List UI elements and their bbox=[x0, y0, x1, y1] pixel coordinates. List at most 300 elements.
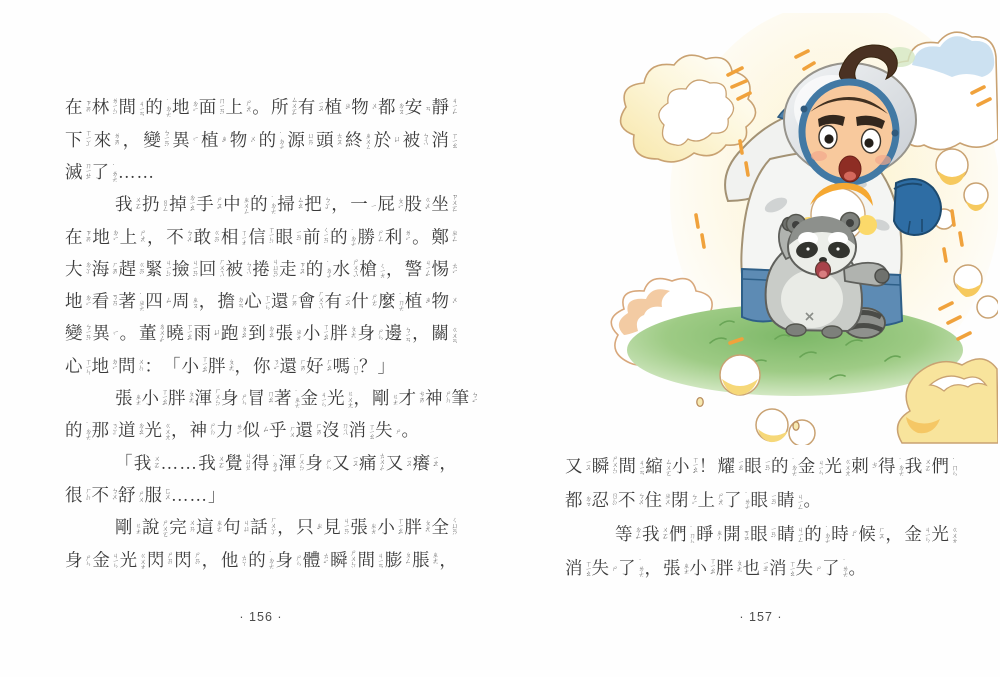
zhuyin-annotation: ㄒㄧㄣ bbox=[83, 358, 91, 375]
zhuyin-annotation: ˙ㄉㄜ bbox=[348, 228, 356, 247]
zhuyin-annotation: ㄘㄞˊ bbox=[417, 390, 424, 408]
zhuyin-annotation: ㄅㄧˋ bbox=[689, 492, 697, 509]
zhuyin-annotation: ㄋㄧˇ bbox=[271, 358, 279, 375]
text-line bbox=[65, 221, 457, 253]
zhuyin-annotation: ㄧㄡˇ bbox=[343, 293, 350, 311]
zhuyin-annotation: ㄗㄨㄛˋ bbox=[449, 193, 457, 217]
ruby-character: 趕 ㄍㄢˇ bbox=[118, 258, 144, 279]
ruby-character: 光 ㄍㄨㄤ bbox=[931, 523, 957, 544]
zhuyin-annotation: ㄢ bbox=[423, 105, 431, 112]
zhuyin-annotation: ㄓㄤˋ bbox=[430, 551, 438, 570]
zhuyin-annotation: ㄏㄨㄣˊ bbox=[297, 451, 305, 476]
ruby-character: 物 ㄨˋ bbox=[351, 97, 377, 118]
ruby-character: 身 ㄕㄣ bbox=[275, 549, 301, 570]
ruby-character: 雨 ㄩˇ bbox=[193, 323, 220, 344]
punctuation: ， bbox=[201, 549, 220, 570]
punctuation: 。 bbox=[412, 226, 430, 247]
ruby-character: 把 ㄅㄚˇ bbox=[304, 194, 330, 215]
ruby-character: 等 ㄉㄥˇ bbox=[615, 523, 641, 544]
ruby-character: 扔 ㄖㄥ bbox=[142, 194, 168, 215]
zhuyin-annotation: ㄐㄩㄢˇ bbox=[270, 257, 278, 282]
punctuation: … bbox=[136, 161, 154, 182]
zhuyin-annotation: ㄏㄨㄟˋ bbox=[316, 290, 324, 314]
ruby-character: 有 ㄧㄡˇ bbox=[297, 97, 324, 118]
zhuyin-annotation: ㄧㄢˇ bbox=[762, 458, 770, 476]
ruby-character: 水 ㄕㄨㄟˇ bbox=[332, 257, 358, 282]
zhuyin-annotation: ㄨㄛˇ bbox=[923, 458, 931, 476]
zhuyin-annotation: ㄕㄣˊ bbox=[208, 422, 215, 440]
zhuyin-annotation: ㄆㄤˋ bbox=[226, 357, 234, 376]
zhuyin-annotation: ㄇㄧㄝˋ bbox=[83, 161, 91, 184]
ruby-character: 張 ㄓㄤ bbox=[350, 517, 376, 538]
ruby-character: 都 ㄉㄡ bbox=[378, 97, 404, 118]
zhuyin-annotation: ˙ㄌㄜ bbox=[636, 559, 644, 578]
text-line bbox=[65, 544, 457, 576]
text-line bbox=[65, 253, 457, 285]
ruby-character: 也 ㄧㄝˇ bbox=[742, 557, 768, 578]
ruby-character: 物 ㄨˋ bbox=[431, 291, 457, 312]
ruby-character: 有 ㄧㄡˇ bbox=[324, 291, 350, 312]
zhuyin-annotation: ˙ㄇㄚ bbox=[351, 357, 358, 376]
zhuyin-annotation: ㄓˊ bbox=[343, 102, 350, 115]
zhuyin-annotation: ㄐㄧㄣ bbox=[319, 390, 326, 407]
zhuyin-annotation: ㄗㄞˋ bbox=[83, 99, 91, 117]
zhuyin-annotation: ㄒㄧㄣ bbox=[262, 293, 270, 310]
zhuyin-annotation: ㄕㄣ bbox=[83, 554, 91, 567]
ruby-character: 冒 ㄇㄠˋ bbox=[247, 388, 273, 409]
raccoon-foot-left bbox=[786, 324, 806, 336]
zhuyin-annotation: ㄕ bbox=[393, 428, 401, 435]
zhuyin-annotation: ㄐㄩㄝˊ bbox=[243, 451, 251, 476]
ruby-character: 眼 ㄧㄢˇ bbox=[744, 456, 770, 477]
ruby-character: 的 ˙ㄉㄜ bbox=[804, 523, 830, 544]
zhuyin-annotation: ㄑㄩㄢˊ bbox=[449, 516, 457, 540]
ruby-character: 擔 ㄉㄢ bbox=[217, 291, 243, 312]
ruby-character: 服 ㄈㄨˊ bbox=[144, 484, 170, 505]
ruby-character: 瞬 ㄕㄨㄣˋ bbox=[591, 455, 618, 479]
zhuyin-annotation: ˙ㄉㄜ bbox=[789, 458, 797, 476]
zhuyin-annotation: ㄩˊ bbox=[392, 134, 400, 147]
zhuyin-annotation: ˙ㄉㄜ bbox=[324, 260, 332, 279]
zhuyin-annotation: ㄓㄤ bbox=[368, 522, 376, 534]
zhuyin-annotation: ㄓㄨㄥ bbox=[363, 131, 371, 150]
zhuyin-annotation: ㄇㄧㄢˋ bbox=[217, 97, 225, 120]
zhuyin-annotation: ㄊㄨㄥˋ bbox=[377, 451, 385, 476]
zhuyin-annotation: ㄓˇ bbox=[314, 522, 322, 534]
zhuyin-annotation: ㄧㄤˇ bbox=[431, 455, 439, 472]
ruby-character: 了 ˙ㄌㄜ bbox=[91, 161, 117, 182]
zhuyin-annotation: ㄐㄧㄣˇ bbox=[163, 258, 171, 281]
zhuyin-annotation: ㄒㄧㄠ bbox=[583, 560, 591, 577]
zhuyin-annotation: ㄊㄡˊ bbox=[334, 131, 342, 150]
zhuyin-annotation: ˙ㄉㄜ bbox=[266, 551, 274, 570]
zhuyin-annotation: ㄧㄝˇ bbox=[761, 560, 768, 577]
punctuation: ， bbox=[353, 388, 371, 409]
ruby-character: 很 ㄏㄣˇ bbox=[65, 484, 91, 505]
zhuyin-annotation: ˙ㄌㄜ bbox=[840, 559, 848, 578]
ruby-character: 手 ㄕㄡˇ bbox=[196, 194, 222, 215]
ruby-character: 了 ˙ㄌㄜ bbox=[822, 557, 848, 578]
zhuyin-annotation: ㄉㄧˋ bbox=[110, 358, 117, 375]
ruby-character: 源 ㄩㄢˊ bbox=[287, 129, 313, 150]
ruby-character: 所 ㄙㄨㄛˇ bbox=[271, 96, 297, 120]
ruby-character: 跑 ㄆㄠˇ bbox=[220, 323, 247, 344]
ruby-character: 什 ㄕㄜˊ bbox=[351, 291, 377, 312]
ruby-character: 會 ㄏㄨㄟˋ bbox=[297, 290, 324, 314]
zhuyin-annotation: ㄏㄨㄟˊ bbox=[217, 257, 225, 282]
zhuyin-annotation: ㄒㄧㄠˇ bbox=[321, 323, 329, 346]
ruby-character: 道 ㄉㄠˋ bbox=[118, 420, 144, 441]
ruby-character: 上 ㄕㄤˋ bbox=[697, 489, 723, 510]
punctuation: ， bbox=[644, 557, 662, 578]
zhuyin-annotation: ㄆㄤˋ bbox=[186, 390, 194, 408]
ruby-character: 坐 ㄗㄨㄛˋ bbox=[431, 193, 457, 217]
ruby-character: 掉 ㄉㄧㄠˋ bbox=[169, 194, 195, 217]
ruby-character: 到 ㄉㄠˋ bbox=[248, 323, 274, 344]
zhuyin-annotation: ㄧˋ bbox=[110, 328, 118, 340]
text-line bbox=[565, 551, 957, 585]
zhuyin-annotation: ㄍㄢˇ bbox=[137, 260, 144, 279]
zhuyin-annotation: ㄏㄡˋ bbox=[876, 525, 884, 544]
ruby-character: 前 ㄑㄧㄢˊ bbox=[302, 226, 329, 249]
text-line bbox=[65, 157, 457, 189]
zhuyin-annotation: ㄕㄨㄣˋ bbox=[610, 455, 618, 479]
ruby-character: 邊 ㄅㄧㄢ bbox=[384, 323, 411, 344]
zhuyin-annotation: ㄉㄧˋ bbox=[83, 293, 91, 311]
ruby-character: 體 ㄊㄧˇ bbox=[302, 549, 329, 570]
zhuyin-annotation: ㄎㄞ bbox=[741, 528, 749, 541]
ruby-character: 小 ㄒㄧㄠˇ bbox=[377, 516, 403, 540]
zhuyin-annotation: ㄍㄨㄤ bbox=[843, 458, 850, 476]
ruby-character: 張 ㄓㄤ bbox=[663, 557, 689, 578]
text-line bbox=[65, 383, 477, 415]
zhuyin-annotation: ㄨㄛˇ bbox=[216, 454, 224, 473]
ruby-character: 植 ㄓˊ bbox=[404, 291, 431, 312]
zhuyin-annotation: ㄨㄛˇ bbox=[133, 196, 141, 214]
zhuyin-annotation: ㄐㄧㄢˇ bbox=[190, 258, 198, 281]
ruby-character: 消 ㄒㄧㄠ bbox=[565, 557, 591, 578]
punctuation: 。 bbox=[252, 97, 270, 118]
zhuyin-annotation: ㄓㄡ bbox=[190, 296, 198, 308]
zhuyin-annotation: ㄧ bbox=[368, 202, 376, 208]
ruby-character: 瞬 ㄕㄨㄣˋ bbox=[330, 548, 356, 572]
ruby-character: 眼 ㄧㄢˇ bbox=[275, 226, 301, 247]
text-line bbox=[65, 350, 457, 382]
ruby-character: 的 ˙ㄉㄜ bbox=[145, 97, 171, 118]
punctuation: ， bbox=[198, 291, 217, 312]
ruby-character: 剛 ㄍㄤ bbox=[115, 517, 141, 538]
zhuyin-annotation: ㄙㄨㄛ bbox=[663, 458, 671, 476]
zhuyin-annotation: ㄈㄨˊ bbox=[163, 486, 170, 505]
zhuyin-annotation: ㄧㄡˋ bbox=[350, 455, 358, 472]
ruby-character: 滅 ㄇㄧㄝˋ bbox=[65, 161, 91, 184]
ruby-character: 張 ㄓㄤ bbox=[115, 388, 141, 409]
zhuyin-annotation: ㄩㄢˊ bbox=[305, 131, 313, 150]
zhuyin-annotation: ㄕㄢˇ bbox=[192, 551, 200, 570]
ruby-character: 在 ㄗㄞˋ bbox=[65, 97, 91, 118]
zhuyin-annotation: ㄏㄨ bbox=[287, 425, 295, 437]
ruby-character: 植 ㄓˊ bbox=[324, 97, 350, 118]
ruby-character: 筆 ㄅㄧˇ bbox=[451, 388, 477, 409]
ruby-character: 話 ㄏㄨㄚˋ bbox=[250, 516, 276, 540]
ruby-character: 地 ㄉㄧˋ bbox=[91, 355, 117, 376]
ruby-character: 利 ㄌㄧˋ bbox=[384, 226, 411, 247]
zhuyin-annotation: ㄙㄨㄛˇ bbox=[289, 96, 297, 120]
zhuyin-annotation: ㄑㄧㄢˊ bbox=[321, 226, 329, 249]
zhuyin-annotation: ㄐㄧㄥˇ bbox=[423, 258, 431, 281]
ruby-character: 痛 ㄊㄨㄥˋ bbox=[358, 451, 385, 476]
punctuation: ！ bbox=[698, 456, 717, 477]
ruby-character: 掃 ㄙㄠˋ bbox=[277, 194, 303, 215]
ruby-character: 著 ˙ㄓㄜ bbox=[118, 291, 144, 312]
zhuyin-annotation: ㄏㄠˇ bbox=[324, 357, 332, 376]
ruby-character: 不 ㄅㄨˋ bbox=[618, 489, 644, 510]
ruby-character: 我 ㄨㄛˇ bbox=[904, 456, 931, 477]
zhuyin-annotation: ㄍㄨㄢ bbox=[449, 325, 457, 343]
zhuyin-annotation: ㄕㄜˊ bbox=[369, 293, 377, 311]
zhuyin-annotation: ㄨˋ bbox=[369, 102, 377, 115]
text-line bbox=[65, 480, 457, 512]
zhuyin-annotation: ㄅㄨˋ bbox=[110, 486, 117, 505]
punctuation: ， bbox=[146, 226, 165, 247]
ruby-character: 了 ˙ㄌㄜ bbox=[724, 489, 750, 510]
punctuation: 。 bbox=[803, 489, 821, 510]
ruby-character: 都 ㄉㄡ bbox=[565, 489, 591, 510]
ruby-character: 變 ㄅㄧㄢˋ bbox=[65, 323, 91, 346]
ruby-character: 被 ㄅㄟˋ bbox=[402, 129, 429, 150]
ruby-character: 地 ㄉㄧˋ bbox=[172, 97, 198, 118]
punctuation: 「 bbox=[163, 355, 181, 376]
ruby-character: 光 ㄍㄨㄤ bbox=[144, 420, 170, 441]
ruby-character: 四 ㄙˋ bbox=[145, 291, 171, 312]
zhuyin-annotation: ㄕㄨㄣˋ bbox=[348, 548, 356, 572]
punctuation: … bbox=[171, 484, 189, 505]
text-line bbox=[65, 92, 457, 124]
zhuyin-annotation: ㄅㄨˋ bbox=[184, 228, 192, 247]
zhuyin-annotation: ㄐㄩˋ bbox=[241, 519, 249, 537]
zhuyin-annotation: ㄧㄡˋ bbox=[583, 458, 591, 476]
ruby-character: 胖 ㄆㄤˋ bbox=[168, 388, 194, 409]
ruby-character: 閃 ㄕㄢˇ bbox=[174, 549, 200, 570]
zhuyin-annotation: ㄕㄥˋ bbox=[375, 228, 383, 247]
ruby-character: 神 ㄕㄣˊ bbox=[189, 420, 215, 441]
zhuyin-annotation: ㄎㄢˋ bbox=[110, 293, 118, 311]
zhuyin-annotation: ㄓˊ bbox=[423, 296, 431, 308]
ruby-character: 董 ㄉㄨㄥˇ bbox=[138, 322, 165, 346]
punctuation: ， bbox=[122, 129, 141, 150]
text-line bbox=[65, 124, 457, 156]
text-line bbox=[65, 447, 457, 479]
ruby-character: 面 ㄇㄧㄢˋ bbox=[198, 97, 225, 120]
zhuyin-annotation: ㄐㄧㄢ bbox=[637, 458, 644, 475]
zhuyin-annotation: ㄒㄧㄠˇ bbox=[395, 516, 403, 540]
zhuyin-annotation: ㄅㄟˋ bbox=[421, 131, 429, 150]
ruby-character: 神 ㄕㄣˊ bbox=[425, 388, 451, 409]
zhuyin-annotation: ㄨㄢˊ bbox=[187, 519, 195, 537]
zhuyin-annotation: ㄨˋ bbox=[450, 296, 457, 308]
punctuation: 」 bbox=[208, 484, 226, 505]
ruby-character: 小 ㄒㄧㄠˇ bbox=[181, 355, 207, 378]
ruby-character: 他 ㄊㄚ bbox=[220, 549, 247, 570]
text-line bbox=[565, 484, 957, 518]
ruby-character: 不 ㄅㄨˋ bbox=[91, 484, 117, 505]
ruby-character: 的 ˙ㄉㄜ bbox=[305, 258, 332, 279]
zhuyin-annotation: ㄕˊ bbox=[849, 528, 857, 541]
ruby-character: 見 ㄐㄧㄢˋ bbox=[323, 516, 349, 540]
zhuyin-annotation: ㄗㄞˋ bbox=[83, 228, 91, 247]
ruby-character: 還 ㄏㄞˊ bbox=[279, 355, 305, 376]
zhuyin-annotation: ㄌㄞˊ bbox=[112, 131, 120, 150]
ruby-character: 又 ㄧㄡˋ bbox=[385, 452, 412, 473]
ruby-character: 間 ㄐㄧㄢ bbox=[618, 456, 644, 477]
zhuyin-annotation: ㄕㄣ bbox=[375, 328, 383, 341]
zhuyin-annotation: ㄒㄧㄠ bbox=[787, 560, 795, 577]
zhuyin-annotation: ㄍㄨˇ bbox=[422, 196, 430, 214]
zhuyin-annotation: ㄌㄧˋ bbox=[403, 229, 411, 246]
ruby-character: 眼 ㄧㄢˇ bbox=[750, 523, 776, 544]
zhuyin-annotation: ㄍㄤ bbox=[390, 393, 398, 405]
page-number-right: · 157 · bbox=[739, 610, 783, 624]
ruby-character: 地 ㄉㄧˋ bbox=[65, 291, 91, 312]
zhuyin-annotation: ㄧㄡˋ bbox=[404, 455, 412, 472]
text-line bbox=[65, 189, 457, 221]
zhuyin-annotation: ˙ㄉㄜ bbox=[270, 454, 278, 473]
punctuation: … bbox=[118, 161, 136, 182]
ruby-character: 脹 ㄓㄤˋ bbox=[412, 549, 438, 570]
zhuyin-annotation: ㄓㄨˋ bbox=[663, 491, 670, 510]
ruby-character: 覺 ㄐㄩㄝˊ bbox=[224, 451, 251, 476]
zhuyin-annotation: ㄉㄧㄠˋ bbox=[187, 194, 195, 217]
punctuation: 。 bbox=[119, 323, 138, 344]
ruby-character: 心 ㄒㄧㄣ bbox=[65, 355, 91, 376]
zhuyin-annotation: ㄍㄤ bbox=[133, 522, 141, 534]
ruby-character: 們 ˙ㄇㄣ bbox=[931, 456, 957, 477]
zhuyin-annotation: ㄏㄞˊ bbox=[298, 357, 305, 376]
punctuation: ， bbox=[277, 517, 295, 538]
zhuyin-annotation: ㄉㄠˋ bbox=[136, 422, 144, 440]
zhuyin-annotation: ㄕㄡˇ bbox=[214, 196, 222, 214]
ruby-character: 舒 ㄕㄨ bbox=[118, 484, 144, 505]
ruby-character: 好 ㄏㄠˇ bbox=[306, 355, 332, 376]
ruby-character: 異 ㄧˋ bbox=[172, 129, 198, 150]
zhuyin-annotation: ㄕㄣ bbox=[294, 554, 301, 567]
ruby-character: 還 ㄏㄞˊ bbox=[271, 291, 297, 312]
zhuyin-annotation: ㄏㄞˊ bbox=[314, 422, 321, 440]
zhuyin-annotation: ㄓㄨㄥ bbox=[241, 196, 249, 214]
zhuyin-annotation: ㄉㄡ bbox=[396, 102, 404, 114]
zhuyin-annotation: ㄕㄣˊ bbox=[443, 390, 451, 408]
zhuyin-annotation: ˙ㄌㄜ bbox=[742, 491, 750, 510]
ruby-character: 說 ㄕㄨㄛ bbox=[142, 517, 168, 538]
ruby-character: 又 ㄧㄡˋ bbox=[332, 452, 358, 473]
ruby-character: 忍 ㄖㄣˇ bbox=[591, 489, 617, 510]
zhuyin-annotation: ˙ㄓㄜ bbox=[137, 293, 144, 311]
zhuyin-annotation: ˙ㄌㄜ bbox=[110, 163, 117, 182]
ruby-character: 曉 ㄒㄧㄠˇ bbox=[166, 323, 192, 346]
ruby-character: 來 ㄌㄞˊ bbox=[93, 129, 120, 150]
ruby-character: 地 ㄉㄧˋ bbox=[92, 226, 118, 247]
ruby-character: 惕 ㄊㄧˋ bbox=[431, 258, 457, 279]
ruby-character: 緊 ㄐㄧㄣˇ bbox=[145, 258, 171, 281]
zhuyin-annotation: ㄒㄧㄚˋ bbox=[83, 129, 91, 152]
ruby-character: 的 ˙ㄉㄜ bbox=[250, 194, 276, 215]
zhuyin-annotation: ㄇㄠˋ bbox=[266, 390, 273, 408]
ruby-character: 胖 ㄆㄤˋ bbox=[404, 517, 430, 538]
ruby-character: 撿 ㄐㄧㄢˇ bbox=[172, 258, 198, 281]
zhuyin-annotation: ㄉㄚˋ bbox=[83, 260, 91, 279]
zhuyin-annotation: ㄅㄚˇ bbox=[322, 196, 330, 214]
text-line bbox=[65, 318, 457, 350]
ruby-character: 終 ㄓㄨㄥ bbox=[344, 129, 371, 150]
ruby-character: 大 ㄉㄚˋ bbox=[65, 258, 91, 279]
zhuyin-annotation: ㄕㄤˋ bbox=[138, 228, 146, 247]
ruby-character: 胖 ㄆㄤˋ bbox=[330, 323, 356, 344]
punctuation: ， bbox=[439, 452, 457, 473]
ruby-character: 的 ˙ㄉㄜ bbox=[258, 129, 285, 150]
ruby-character: 我 ㄨㄛˇ bbox=[115, 194, 141, 215]
zhuyin-annotation: ㄕㄨㄟˇ bbox=[351, 257, 358, 282]
raccoon-foot-right bbox=[822, 326, 842, 338]
ruby-character: 句 ㄐㄩˋ bbox=[223, 517, 249, 538]
zhuyin-annotation: ㄆㄤˋ bbox=[734, 559, 742, 578]
zhuyin-annotation: ㄓㄥˋ bbox=[449, 228, 457, 247]
ruby-character: 嗎 ˙ㄇㄚ bbox=[332, 355, 358, 376]
ruby-character: 關 ㄍㄨㄢ bbox=[431, 323, 457, 344]
punctuation: ， bbox=[885, 523, 903, 544]
ruby-character: 間 ㄐㄧㄢ bbox=[357, 549, 383, 570]
ruby-character: 身 ㄕㄣ bbox=[65, 549, 91, 570]
ruby-character: 的 ˙ㄉㄜ bbox=[248, 549, 274, 570]
zhuyin-annotation: ㄧㄡˇ bbox=[316, 100, 324, 117]
zhuyin-annotation: ㄊㄚ bbox=[239, 554, 247, 567]
text-line bbox=[65, 512, 457, 544]
ruby-character: 完 ㄨㄢˊ bbox=[169, 517, 195, 538]
zhuyin-annotation: ㄐㄧㄢ bbox=[375, 552, 383, 569]
zhuyin-annotation: ㄋㄚˋ bbox=[110, 422, 117, 440]
zhuyin-annotation: ㄅㄨˋ bbox=[636, 491, 644, 510]
ruby-character: 勝 ㄕㄥˋ bbox=[357, 226, 383, 247]
ruby-character: 鄭 ㄓㄥˋ bbox=[431, 226, 457, 247]
ruby-character: 們 ˙ㄇㄣ bbox=[669, 523, 695, 544]
ruby-character: 麼 ˙ㄇㄜ bbox=[378, 291, 404, 312]
punctuation: ， bbox=[412, 323, 430, 344]
ruby-character: 異 ㄧˋ bbox=[92, 323, 118, 344]
punctuation: … bbox=[189, 484, 207, 505]
ruby-character: 屁 ㄆㄧˋ bbox=[377, 194, 403, 215]
zhuyin-annotation: ˙ㄉㄜ bbox=[268, 196, 276, 214]
zhuyin-annotation: ㄒㄧㄠˇ bbox=[200, 355, 207, 378]
zhuyin-annotation: ㄆㄠˇ bbox=[239, 325, 247, 344]
zhuyin-annotation: ㄍㄨㄤ bbox=[949, 525, 957, 544]
ruby-character: 身 ㄕㄣ bbox=[357, 323, 383, 344]
page-number-left: · 156 · bbox=[239, 610, 283, 624]
ruby-character: 上 ㄕㄤˋ bbox=[119, 226, 146, 247]
ruby-character: 相 ㄒㄧㄤ bbox=[220, 226, 247, 247]
zhuyin-annotation: ˙ㄉㄜ bbox=[83, 422, 91, 440]
ruby-character: 金 ㄐㄧㄣ bbox=[797, 456, 824, 477]
ruby-character: 小 ㄒㄧㄠˇ bbox=[302, 323, 329, 346]
zhuyin-annotation: ㄙˋ bbox=[261, 425, 268, 438]
ruby-character: 縮 ㄙㄨㄛ bbox=[645, 456, 671, 477]
zhuyin-annotation: ㄧㄠˋ bbox=[736, 458, 743, 476]
zhuyin-annotation: ㄌㄧˋ bbox=[234, 422, 242, 440]
punctuation: ， bbox=[171, 420, 189, 441]
zhuyin-annotation: ㄐㄧㄢˋ bbox=[341, 516, 349, 540]
zhuyin-annotation: ㄖㄣˇ bbox=[610, 491, 617, 510]
zhuyin-annotation: ㄉㄠˋ bbox=[266, 325, 274, 344]
zhuyin-annotation: ㄍㄨㄤ bbox=[138, 551, 146, 569]
text-line bbox=[65, 415, 457, 447]
